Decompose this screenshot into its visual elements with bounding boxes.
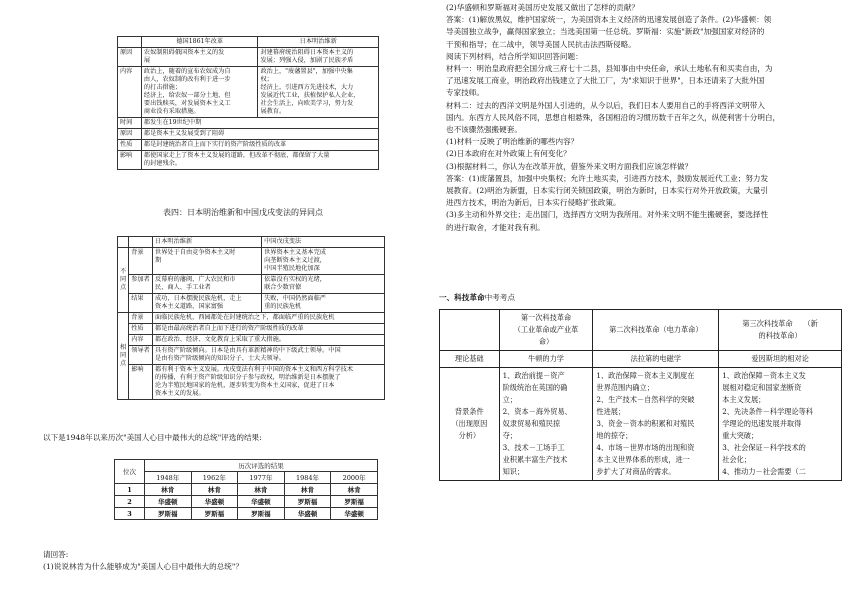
table-row <box>118 140 379 151</box>
rev-background-cell <box>593 368 719 481</box>
cell-line: 商业没有采取措施。 <box>143 108 200 115</box>
row-label: 影响 <box>129 365 153 400</box>
comparison-table-japan-china <box>117 236 385 400</box>
paragraph-line: 国内。东西方人民风俗不同，思想自相悬殊，各国相沿的习惯历数千百年之久，纵使利害十分明白， <box>446 112 781 122</box>
table-row <box>118 275 385 294</box>
cell-line: 4、市场－世界市场的出现和资 <box>596 443 695 452</box>
row-label: 背景 <box>129 248 153 275</box>
cell-line: 依靠没有实权的光绪， <box>264 276 326 283</box>
president-cell: 华盛顿 <box>331 508 378 520</box>
cell-line: 展教育。 <box>260 108 286 115</box>
president-cell: 罗斯福 <box>238 508 285 520</box>
cell-line: 1、政治前提－资产 <box>502 371 565 380</box>
cell-line: 的传播，有利于资产阶级知识分子参与政权，明治维新是日本摆脱了 <box>155 374 341 381</box>
rev-header-row <box>440 310 842 351</box>
cell-line: 的封建残余。 <box>143 160 182 167</box>
row-label: 性质 <box>118 140 142 151</box>
rev-background-row <box>440 368 842 481</box>
cell-line: 展相对稳定和国家垄断资 <box>722 383 802 392</box>
president-cell: 华盛顿 <box>144 496 191 508</box>
cell-line: 1、政治保障－资本主义制度在 <box>596 371 695 380</box>
rev-col-header <box>499 310 593 351</box>
header-cell: 日本明治维新 <box>258 37 379 48</box>
header-cell: 德国1861年改革 <box>141 37 258 48</box>
header-cell <box>129 237 153 248</box>
cell-line: 联合少数官僚 <box>264 284 302 291</box>
rev-theory-cell: 牛顿的力学 <box>499 351 593 368</box>
year-cell: 1977年 <box>238 472 285 484</box>
paragraph-line: 的进行取舍，才能对我有利。 <box>446 222 545 232</box>
table-row <box>118 48 379 67</box>
rank-header: 位次 <box>115 460 145 484</box>
cell-line: 资本主义的发展。 <box>155 390 205 397</box>
ranking-intro: 以下是1948年以来历次"美国人心目中最伟大的总统"评选的结果: <box>43 433 262 442</box>
cell-common <box>141 129 378 140</box>
paragraph-line: 材料一：明治皇政府把全国分成三府七十二县，县知事由中央任命，承认土地私有和买卖自由，为 <box>446 64 773 74</box>
cell-line: 发展近代工业，扶植保护私人企业， <box>260 92 360 99</box>
cell-line: 是由有资产阶级倾向的知识分子、士大夫领导。 <box>155 355 285 362</box>
rev-background-cell <box>499 368 593 481</box>
cell-common <box>153 365 385 400</box>
row-label: 结果 <box>129 294 153 313</box>
president-cell: 罗斯福 <box>331 496 378 508</box>
cell-line: 2、先决条件－科学理论等科 <box>722 407 814 416</box>
cell-line: 重的民族危机 <box>264 303 302 310</box>
cell-line: 2、生产技术－自然科学的突破 <box>596 395 695 404</box>
paragraph-line: (2)日本政府在对外政策上有何变化？ <box>446 149 571 159</box>
cell-line: 第二次科技革命（电力革命） <box>609 325 703 334</box>
president-cell: 华盛顿 <box>284 508 331 520</box>
row-label: 领导者 <box>129 346 153 365</box>
rev-corner <box>440 310 500 351</box>
cell-line: 本主义世界体系的形成，进一 <box>596 455 690 464</box>
header-cell: 中国戊戌变法 <box>262 237 385 248</box>
paragraph-line: (3)根据材料二，你认为在改革开放，借鉴外来文明方面我们应该怎样做？ <box>446 161 693 171</box>
section-title: 一、科技革命 <box>439 293 485 302</box>
cell-line: 性进展； <box>596 407 626 416</box>
table-row <box>118 294 385 313</box>
table-row <box>118 67 379 118</box>
cell-common <box>141 151 378 170</box>
cell-line: 学理论的迅速发展并取得 <box>722 419 802 428</box>
paragraph-line: 导美国独立战争，赢得国家独立；当选美国第一任总统。罗斯福：实施"新政"加强国家对经济的 <box>446 27 765 37</box>
cell-china <box>262 275 385 294</box>
cell-line: 奴隶贸易和殖民掠 <box>502 419 561 428</box>
header-cell <box>118 237 129 248</box>
cell-line: 政治上，"废藩置县"，加强中央集 <box>260 68 353 75</box>
rev-background-cell <box>719 368 842 481</box>
cell-line: 都在政治、经济、文化教育上采取了重大措施。 <box>155 336 285 343</box>
table-caption: 表四：日本明治维新和中国戊戌变法的异同点 <box>163 208 323 217</box>
cell-line: 业积累丰富生产技术 <box>502 455 568 464</box>
president-cell: 罗斯福 <box>284 496 331 508</box>
question-1: (1)说说林肯为什么能够成为"美国人心目中最伟大的总统"？ <box>43 562 243 571</box>
cell-line: 都是资本主义发展受到了阻碍 <box>143 130 225 137</box>
cell-line: 知识； <box>502 467 525 476</box>
comparison-table-russia-japan <box>117 36 379 170</box>
paragraph-line: (2)华盛顿和罗斯福对美国历史发展又做出了怎样的贡献？ <box>446 3 640 12</box>
cell-line: 背景条件 <box>454 407 484 416</box>
paragraph-line: 进西方技术，明治为新后，日本实行侵略扩张政策。 <box>446 198 621 208</box>
paragraph-line: (1)材料一反映了明治维新的哪些内容？ <box>446 137 579 147</box>
cell-line: 世界处于自由竞争资本主义时 <box>155 249 236 256</box>
cell-line: 本主义发展； <box>722 395 766 404</box>
cell-line: 世界范围内确立； <box>596 383 654 392</box>
paragraph-line: 答案：(1)解放黑奴，维护国家统一，为美国资本主义经济的迅速发展创造了条件。(2)华盛顿：领 <box>446 15 772 25</box>
table-header-row <box>118 37 379 48</box>
cell-china <box>262 248 385 275</box>
ranking-title: 历次评选的结果 <box>144 460 377 472</box>
cell-common <box>153 313 385 324</box>
cell-line: 民、商人、手工业者 <box>155 284 211 291</box>
rank-cell: 2 <box>115 496 145 508</box>
cell-line: 阶级统治在英国的确 <box>502 383 568 392</box>
row-label: 时间 <box>118 118 142 129</box>
cell-japan <box>153 248 262 275</box>
years-row <box>115 472 378 484</box>
cell-line: 世界资本主义基本完成 <box>264 249 326 256</box>
cell-line: 具有资产阶级倾向。日本是由具有革新精神的中下级武士领导。中国 <box>155 347 341 354</box>
tech-revolution-table <box>439 309 842 481</box>
rank-cell: 1 <box>115 484 145 496</box>
answer-paragraphs <box>446 2 860 234</box>
group-char: 同 <box>120 276 127 283</box>
ranking-row <box>115 496 378 508</box>
group-char: 不 <box>120 268 127 275</box>
rev-theory-cell: 爱因斯坦的相对论 <box>719 351 842 368</box>
cell-line: 向垄断资本主义过渡， <box>264 257 326 264</box>
rev-theory-row <box>440 351 842 368</box>
section-subtitle: 中考考点 <box>484 293 515 302</box>
cell-line: 社会生活上，向欧美学习，努力发 <box>260 100 354 107</box>
cell-russia <box>141 48 258 67</box>
cell-line: 步扩大了对商品的需求。 <box>596 467 676 476</box>
row-label: 原因 <box>118 129 142 140</box>
cell-line: 要出钱赎买，对发展资本主义工 <box>143 100 231 107</box>
paragraph-line: (3)多主动和外界交往；走出国门，选择西方文明为我所用。对外来文明不能生搬硬套，要选择性 <box>446 210 769 220</box>
paragraph-line: 专家技师。 <box>446 88 484 98</box>
cell-line: 的打击措施； <box>143 84 182 91</box>
cell-line: 面临民族危机，西园都处在封建统治之下，都面临严重的民族危机 <box>155 314 335 321</box>
questions-label: 请回答: <box>43 550 69 559</box>
section-heading <box>439 292 515 303</box>
table-header-row <box>118 237 385 248</box>
table-row <box>118 313 385 324</box>
cell-line: 由人，农奴制的改有利于进一步 <box>143 76 231 83</box>
president-cell: 林肯 <box>331 484 378 496</box>
paragraph-line: 阅读下列材料，结合所学知识回答问题： <box>446 51 583 61</box>
cell-line: 展 <box>143 57 151 64</box>
table-row <box>118 324 385 335</box>
cell-line: 都使国家走上了资本主义发展的道路，但改革不彻底，都保留了大量 <box>143 152 330 159</box>
table-row <box>118 335 385 346</box>
row-label: 原因 <box>118 48 142 67</box>
paragraph-line: 也不该骤然强搬硬套。 <box>446 125 522 135</box>
group-char: 点 <box>120 284 127 291</box>
cell-line: 成功，日本摆脱民族危机，走上 <box>155 295 242 302</box>
row-label: 参加者 <box>129 275 153 294</box>
header-cell <box>118 37 142 48</box>
group-char: 相 <box>120 344 127 351</box>
paragraph-line: 答案：(1)废藩置县，加强中央集权；允许土地买卖，引进西方技术，鼓励发展近代工业；努力发 <box>446 173 769 183</box>
paragraph-line: 干预和指导；在二战中，领导美国人民抗击法西斯侵略。 <box>446 39 636 49</box>
cell-line: 都是封建统治者自上而下实行的资产阶级性质的改革 <box>143 141 287 148</box>
cell-japan <box>153 294 262 313</box>
cell-line: 2、资本－海外贸易、 <box>502 407 572 416</box>
cell-line: 第一次科技革命 <box>520 313 572 322</box>
cell-line: （出现原因 <box>451 419 488 428</box>
cell-line: 夺； <box>502 431 517 440</box>
row-label: 内容 <box>129 335 153 346</box>
president-cell: 罗斯福 <box>144 508 191 520</box>
cell-line: 4、推动力－社会需要（二 <box>722 467 806 476</box>
year-cell: 1948年 <box>144 472 191 484</box>
cell-line: 都发生在19世纪中期 <box>143 119 202 126</box>
rank-cell: 3 <box>115 508 145 520</box>
cell-line: 重大突破； <box>722 431 759 440</box>
cell-line: 封建幕府统治阻碍日本资本主义的 <box>260 49 354 56</box>
ranking-table <box>114 459 378 520</box>
cell-japan <box>258 48 379 67</box>
cell-common <box>141 140 378 151</box>
president-cell: 林肯 <box>284 484 331 496</box>
president-cell: 华盛顿 <box>191 496 238 508</box>
president-cell: 华盛顿 <box>238 496 285 508</box>
cell-common <box>153 346 385 365</box>
row-label: 影响 <box>118 151 142 170</box>
president-cell: 林肯 <box>238 484 285 496</box>
cell-line: 沦为半殖民地国家的危机，逐步转变为资本主义国家，促进了日本 <box>155 382 335 389</box>
ranking-row <box>115 484 378 496</box>
cell-line: 中国半殖民地化加深 <box>264 265 320 272</box>
cell-line: 反幕府的藩阀、广大农民和市 <box>155 276 236 283</box>
group-label-same <box>118 313 129 400</box>
rev-theory-label: 理论基础 <box>440 351 500 368</box>
ranking-row <box>115 508 378 520</box>
cell-line: 权； <box>260 76 273 83</box>
cell-line: 3、技术－工场手工 <box>502 443 565 452</box>
president-cell: 林肯 <box>144 484 191 496</box>
cell-line: 1、政治保障－资本主义发 <box>722 371 806 380</box>
president-cell: 罗斯福 <box>191 508 238 520</box>
cell-japan <box>153 275 262 294</box>
row-label: 性质 <box>129 324 153 335</box>
group-label-diff <box>118 248 129 313</box>
rev-col-header <box>719 310 842 351</box>
year-cell: 1962年 <box>191 472 238 484</box>
rev-col-header <box>593 310 719 351</box>
cell-japan <box>258 67 379 118</box>
row-label: 背景 <box>129 313 153 324</box>
cell-line: 期 <box>155 257 162 264</box>
cell-line: 政治上，随着的宣布农奴成为自 <box>143 68 231 75</box>
paragraph-line: 展教育。(2)明治为新盟，日本实行闭关锁国政策，明治为新时，日本实行对外开放政策，大量引 <box>446 186 769 196</box>
cell-line: 3、社会保证－科学技术的 <box>722 443 806 452</box>
cell-line: 分析） <box>458 431 481 440</box>
table-row <box>118 151 379 170</box>
cell-line: （工业革命或产业革 <box>513 325 579 334</box>
cell-line: 经济上，给农奴一部分土地，但 <box>143 92 231 99</box>
cell-line: 的科技革命） <box>758 331 802 340</box>
cell-line: 立； <box>502 395 517 404</box>
cell-line: 发展；列强入侵，加剧了民族矛盾 <box>260 57 354 64</box>
rev-theory-cell: 法拉第的电磁学 <box>593 351 719 368</box>
cell-common <box>153 324 385 335</box>
cell-china <box>262 294 385 313</box>
cell-line: 社会化； <box>722 455 751 464</box>
cell-line: 3、资金－资本的积累和对殖民 <box>596 419 695 428</box>
cell-line: 命） <box>538 337 554 346</box>
cell-line: 农奴制阻碍俄国资本主义的发 <box>143 49 225 56</box>
ranking-title-row <box>115 460 378 472</box>
table-row <box>118 118 379 129</box>
paragraph-line: 了迅速发展工商业，明治政府出钱建立了大批工厂，为"求知识于世界"，日本还请来了大批外国 <box>446 76 765 86</box>
rev-background-label <box>440 368 500 481</box>
president-cell: 林肯 <box>191 484 238 496</box>
cell-common <box>141 118 378 129</box>
table-row <box>118 129 379 140</box>
cell-russia <box>141 67 258 118</box>
cell-line: 第三次科技革命 （新 <box>742 319 818 328</box>
row-label: 内容 <box>118 67 142 118</box>
header-cell: 日本明治维新 <box>153 237 262 248</box>
year-cell: 1984年 <box>284 472 331 484</box>
table-row <box>118 365 385 400</box>
cell-line: 地的掠夺； <box>596 431 633 440</box>
table-row <box>118 346 385 365</box>
cell-line: 经济上，引进西方先进技术，大力 <box>260 84 354 91</box>
year-cell: 2000年 <box>331 472 378 484</box>
group-char: 同 <box>120 352 127 359</box>
cell-line: 资本主义道路，国家富强 <box>155 303 224 310</box>
cell-line: 都有利于资本主义发展。戊戌变法有利于中国的资本主义和西方科学技术 <box>155 366 354 373</box>
cell-line: 都是由最高统治者自上而下进行的资产阶级性质的改革 <box>155 325 304 332</box>
group-char: 点 <box>120 360 127 367</box>
paragraph-line: 材料二：过去的西洋文明是外国人引进的，从今以后，我们日本人要用自己的手将西洋文明带入 <box>446 100 765 110</box>
table-row <box>118 248 385 275</box>
cell-common <box>153 335 385 346</box>
cell-line: 失败，中国仍然面临严 <box>264 295 326 302</box>
